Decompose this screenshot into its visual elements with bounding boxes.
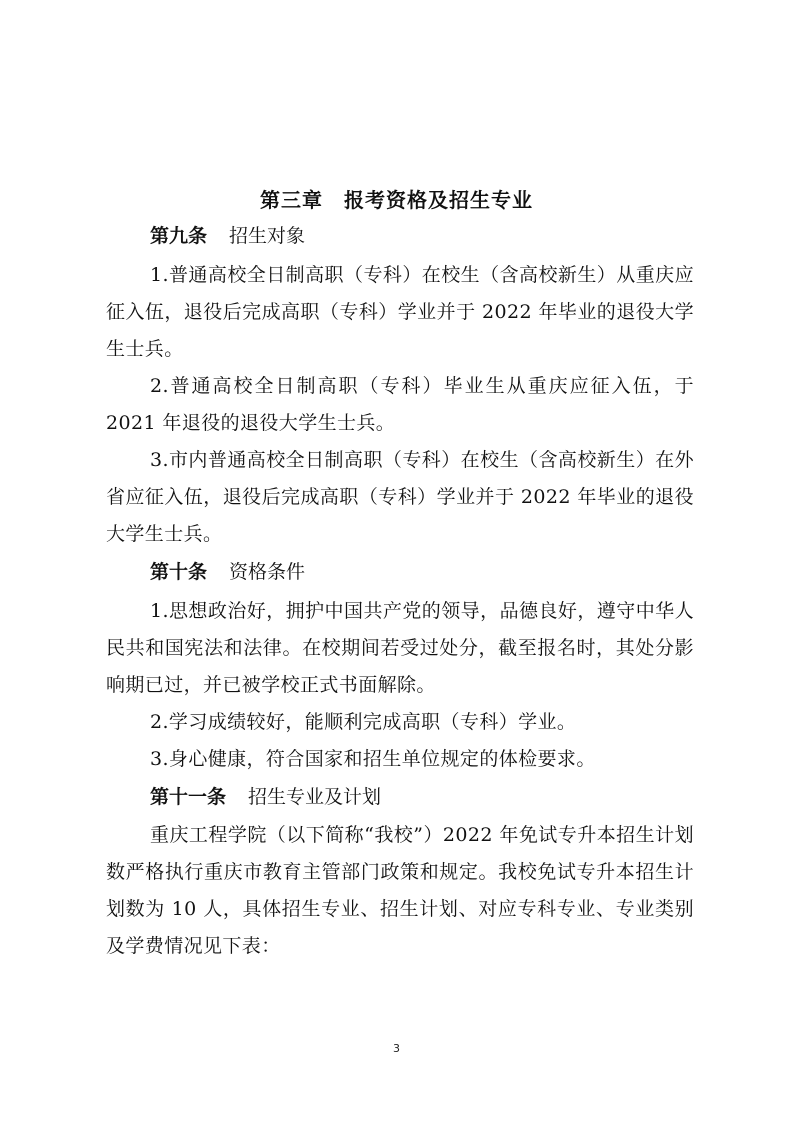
article-11-number: 第十一条	[150, 786, 227, 808]
article-11-heading	[150, 783, 381, 811]
article-10-item-2: 2.学习成绩较好，能顺利完成高职（专科）学业。	[150, 711, 577, 733]
article-10-heading	[150, 558, 305, 586]
article-9-subject: 招生对象	[229, 225, 306, 247]
article-9-item-1: 1.普通高校全日制高职（专科）在校生（含高校新生）从重庆应征入伍，退役后完成高职（专科）学业并于 2022 年毕业的退役大学生士兵。	[106, 264, 694, 360]
article-9-number: 第九条	[150, 225, 208, 247]
article-9-item-2: 2.普通高校全日制高职（专科）毕业生从重庆应征入伍，于 2021 年退役的退役大学生士兵。	[106, 375, 694, 434]
page-number: 3	[393, 1042, 400, 1055]
article-10-subject: 资格条件	[229, 561, 306, 583]
article-11-subject: 招生专业及计划	[248, 786, 382, 808]
article-10-number: 第十条	[150, 561, 208, 583]
article-9-item-3: 3.市内普通高校全日制高职（专科）在校生（含高校新生）在外省应征入伍，退役后完成高职（专科）学业并于 2022 年毕业的退役大学生士兵。	[106, 449, 694, 545]
article-10-item-1: 1.思想政治好，拥护中国共产党的领导，品德良好，遵守中华人民共和国宪法和法律。在校期间若受过处分，截至报名时，其处分影响期已过，并已被学校正式书面解除。	[106, 600, 694, 696]
article-11-body: 重庆工程学院（以下简称“我校”）2022 年免试专升本招生计划数严格执行重庆市教育主管部门政策和规定。我校免试专升本招生计划数为 10 人，具体招生专业、招生计划、对应专科专业、专业类别及学费情况见下表：	[106, 824, 694, 957]
article-9-heading	[150, 222, 305, 250]
chapter-title: 第三章 报考资格及招生专业	[260, 188, 533, 212]
article-10-item-3: 3.身心健康，符合国家和招生单位规定的体检要求。	[150, 748, 596, 770]
